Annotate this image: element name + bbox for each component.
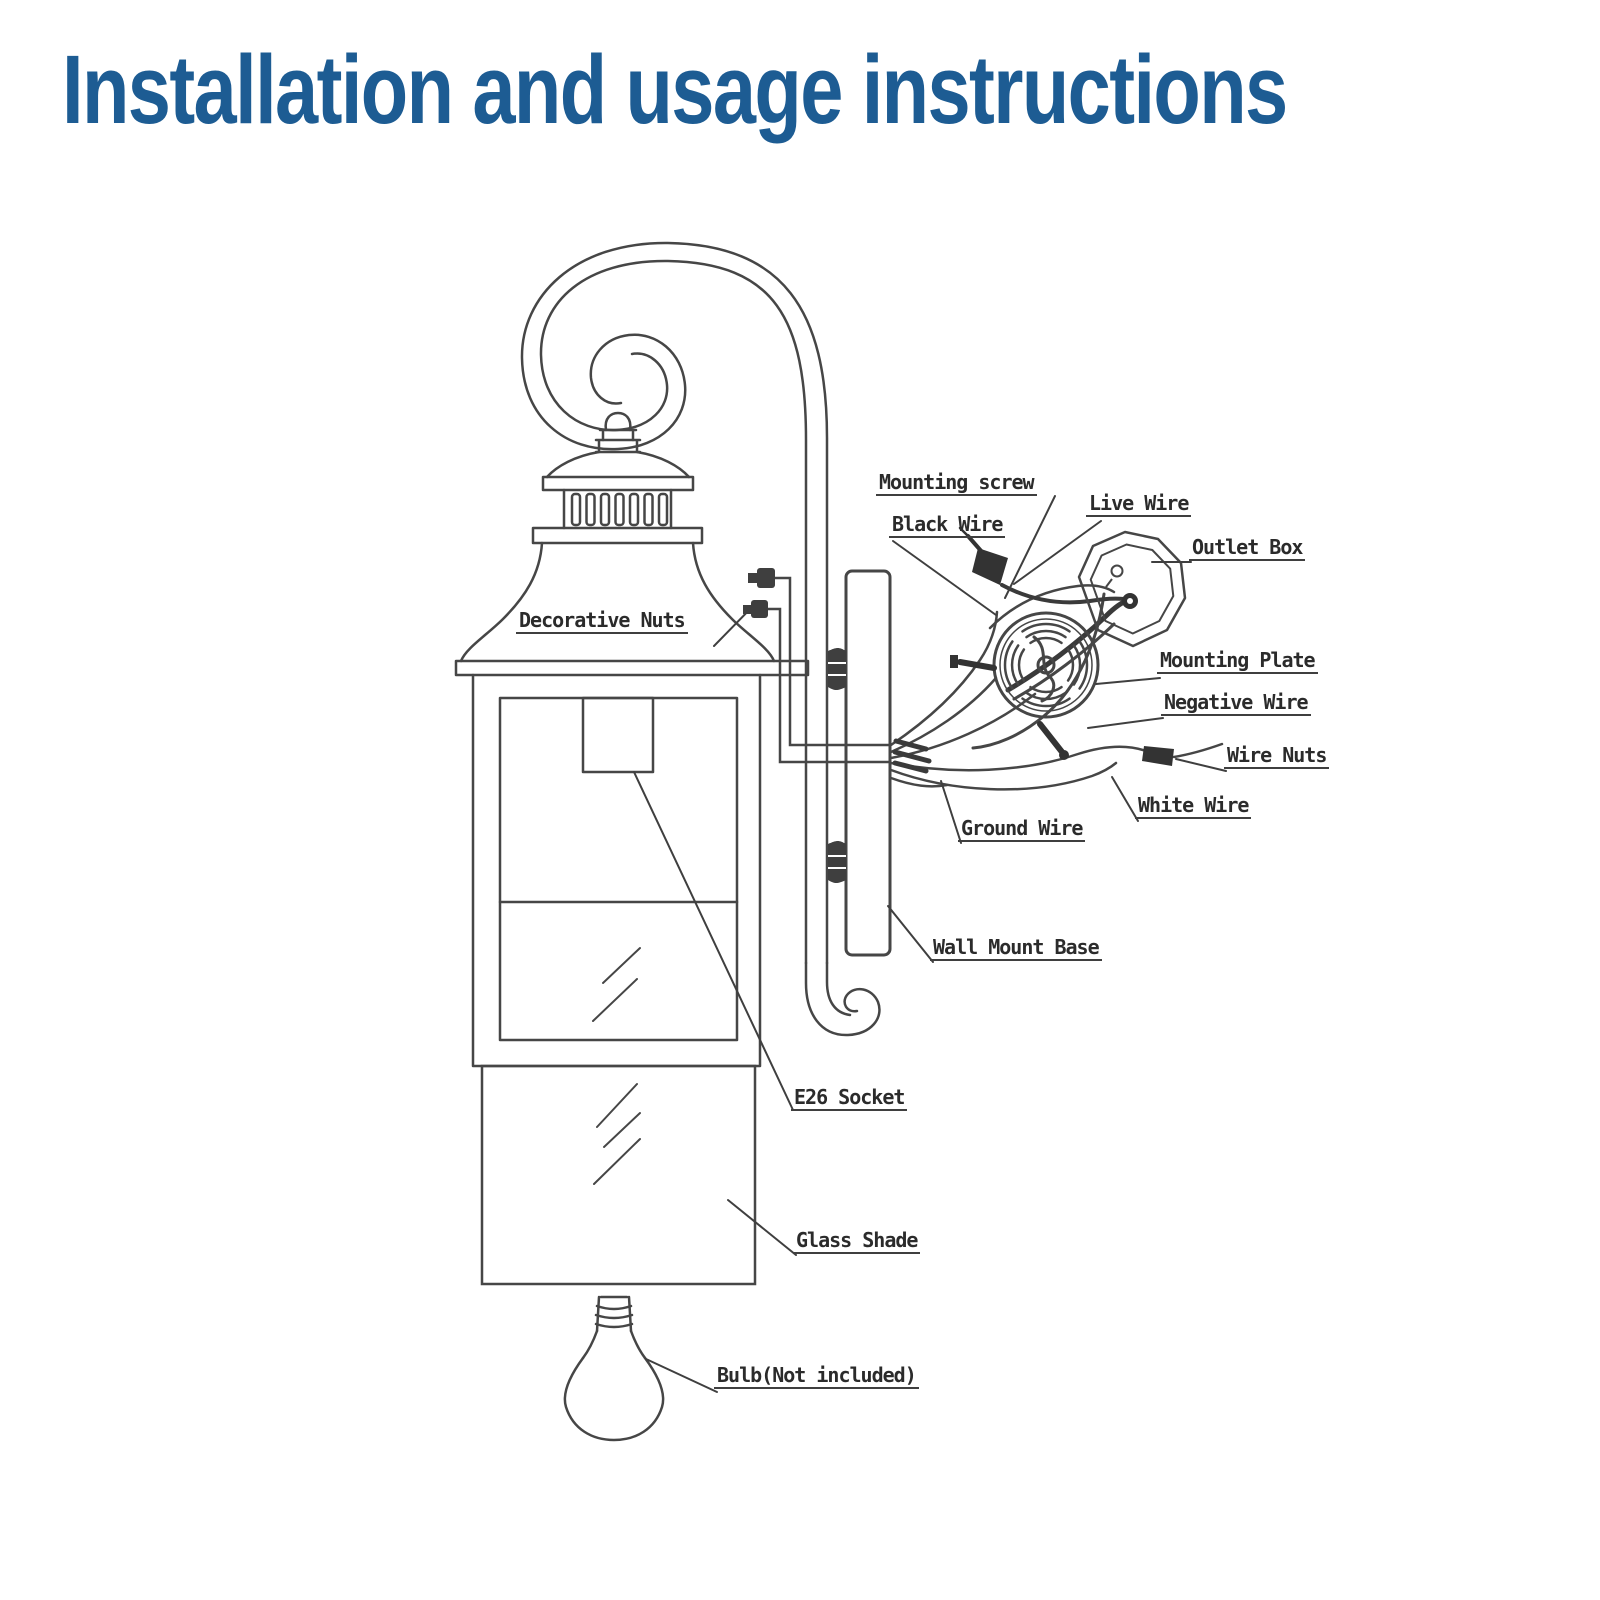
leader-glass-shade: [728, 1200, 796, 1255]
negative-wire: [891, 747, 1146, 770]
black-wire: [891, 612, 997, 745]
arm-bolt-upper: [828, 648, 846, 690]
socket-box: [583, 698, 653, 772]
leader-e26-socket: [634, 772, 793, 1110]
leader-mounting-screw: [1005, 496, 1055, 598]
label-negative-wire: Negative Wire: [1161, 691, 1311, 716]
leader-negative-wire: [1088, 718, 1163, 728]
wire-nut: [1142, 746, 1174, 766]
label-black-wire: Black Wire: [889, 513, 1005, 538]
leader-wire-nuts: [1176, 759, 1226, 771]
decorative-nuts: [743, 568, 891, 762]
scroll-arm: [522, 243, 879, 1035]
label-outlet-box: Outlet Box: [1189, 536, 1305, 561]
glass-shade: [482, 1066, 755, 1284]
glass-window: [500, 698, 737, 1040]
label-glass-shade: Glass Shade: [793, 1229, 920, 1254]
label-ground-wire: Ground Wire: [958, 817, 1085, 842]
label-decorative-nuts: Decorative Nuts: [516, 609, 688, 634]
page-title: Installation and usage instructions: [62, 35, 1287, 144]
label-e26-socket: E26 Socket: [791, 1086, 907, 1111]
label-mounting-screw: Mounting screw: [876, 471, 1037, 496]
arm-bolt-lower: [828, 841, 846, 883]
leader-wall-mount-base: [888, 906, 933, 962]
outlet-box-screw: [1122, 593, 1138, 609]
leader-mounting-plate: [1096, 678, 1160, 684]
mounting-screw-left: [950, 655, 994, 668]
fasteners: [950, 528, 1174, 766]
label-bulb: Bulb(Not included): [714, 1364, 919, 1389]
lantern-cap: [456, 413, 808, 675]
leader-decorative-nuts: [714, 602, 757, 646]
mounting-screw-bottom: [1040, 724, 1069, 760]
label-wall-mount-base: Wall Mount Base: [930, 936, 1102, 961]
bulb: [565, 1297, 663, 1440]
lantern-body: [473, 675, 760, 1066]
label-wire-nuts: Wire Nuts: [1224, 744, 1329, 769]
label-live-wire: Live Wire: [1086, 492, 1191, 517]
label-mounting-plate: Mounting Plate: [1157, 649, 1318, 674]
black-wire-nut: [972, 548, 1008, 585]
live-wire: [1008, 600, 1129, 690]
label-white-wire: White Wire: [1135, 794, 1251, 819]
